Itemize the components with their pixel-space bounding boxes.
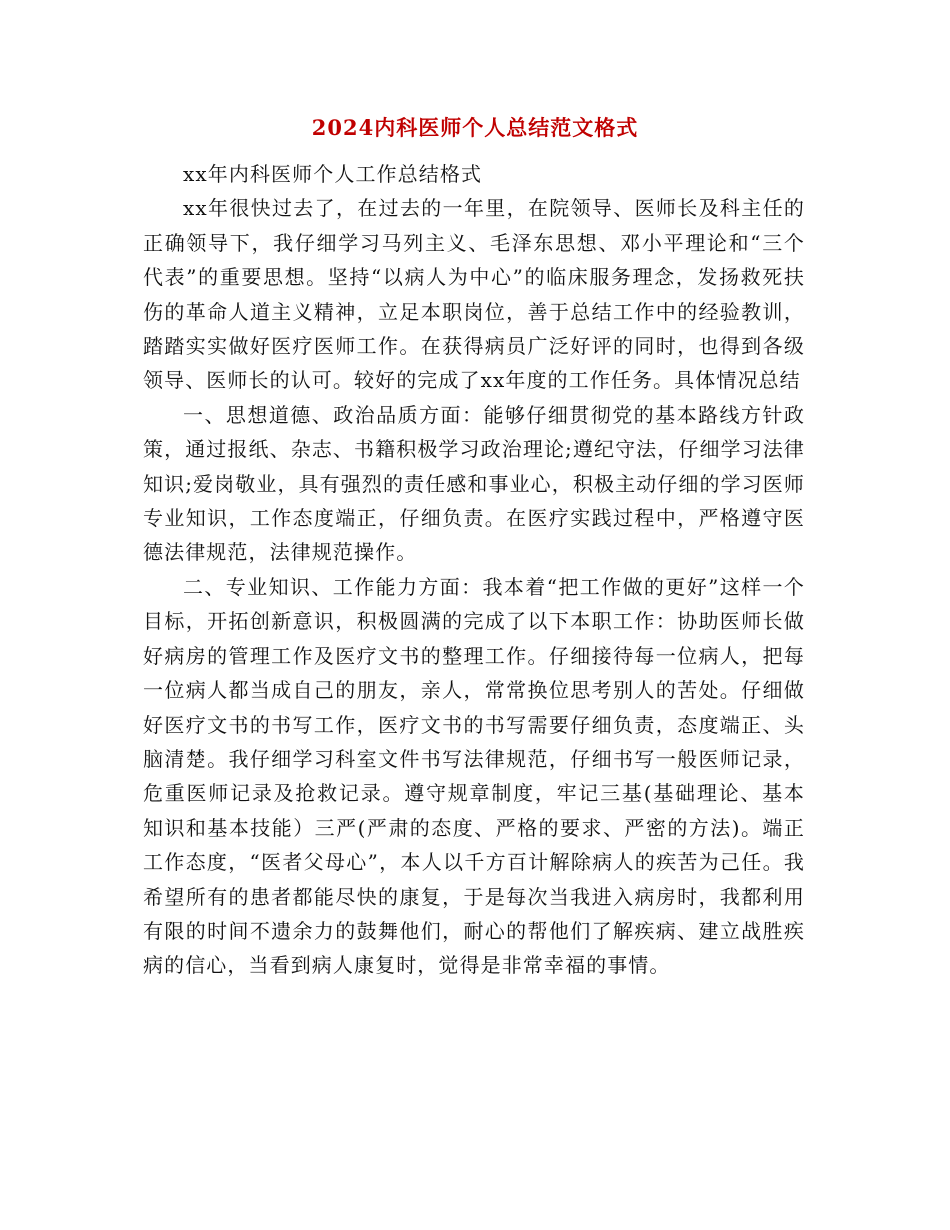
paragraph-professional: 二、专业知识、工作能力方面：我本着“把工作做的更好”这样一个目标，开拓创新意识，积极圆满的完成了以下本职工作：协助医师长做好病房的管理工作及医疗文书的整理工作。仔细接待每一位病人，把每一位病人都当成自己的朋友，亲人，常常换位思考别人的苦处。仔细做好医疗文书的书写工作，医疗文书的书写需要仔细负责，态度端正、头脑清楚。我仔细学习科室文件书写法律规范，仔细书写一般医师记录，危重医师记录及抢救记录。遵守规章制度，牢记三基(基础理论、基本知识和基本技能）三严(严肃的态度、严格的要求、严密的方法)。端正工作态度，“医者父母心”，本人以千方百计解除病人的疾苦为己任。我希望所有的患者都能尽快的康复，于是每次当我进入病房时，我都利用有限的时间不遗余力的鼓舞他们，耐心的帮他们了解疾病、建立战胜疾病的信心，当看到病人康复时，觉得是非常幸福的事情。 [143,574,805,978]
paragraph-ideology: 一、思想道德、政治品质方面：能够仔细贯彻党的基本路线方针政策，通过报纸、杂志、书籍积极学习政治理论;遵纪守法，仔细学习法律知识;爱岗敬业，具有强烈的责任感和事业心，积极主动仔细的学习医师专业知识，工作态度端正，仔细负责。在医疗实践过程中，严格遵守医德法律规范，法律规范操作。 [143,402,805,565]
document-title: 2024内科医师个人总结范文格式 [311,115,639,140]
paragraph-intro: xx年很快过去了，在过去的一年里，在院领导、医师长及科主任的正确领导下，我仔细学习马列主义、毛泽东思想、邓小平理论和“三个代表”的重要思想。坚持“以病人为中心”的临床服务理念，发扬救死扶伤的革命人道主义精神，立足本职岗位，善于总结工作中的经验教训，踏踏实实做好医疗医师工作。在获得病员广泛好评的同时，也得到各级领导、医师长的认可。较好的完成了xx年度的工作任务。具体情况总结 [143,196,805,393]
document-body [143,157,805,983]
document-subtitle: xx年内科医师个人工作总结格式 [183,162,483,186]
